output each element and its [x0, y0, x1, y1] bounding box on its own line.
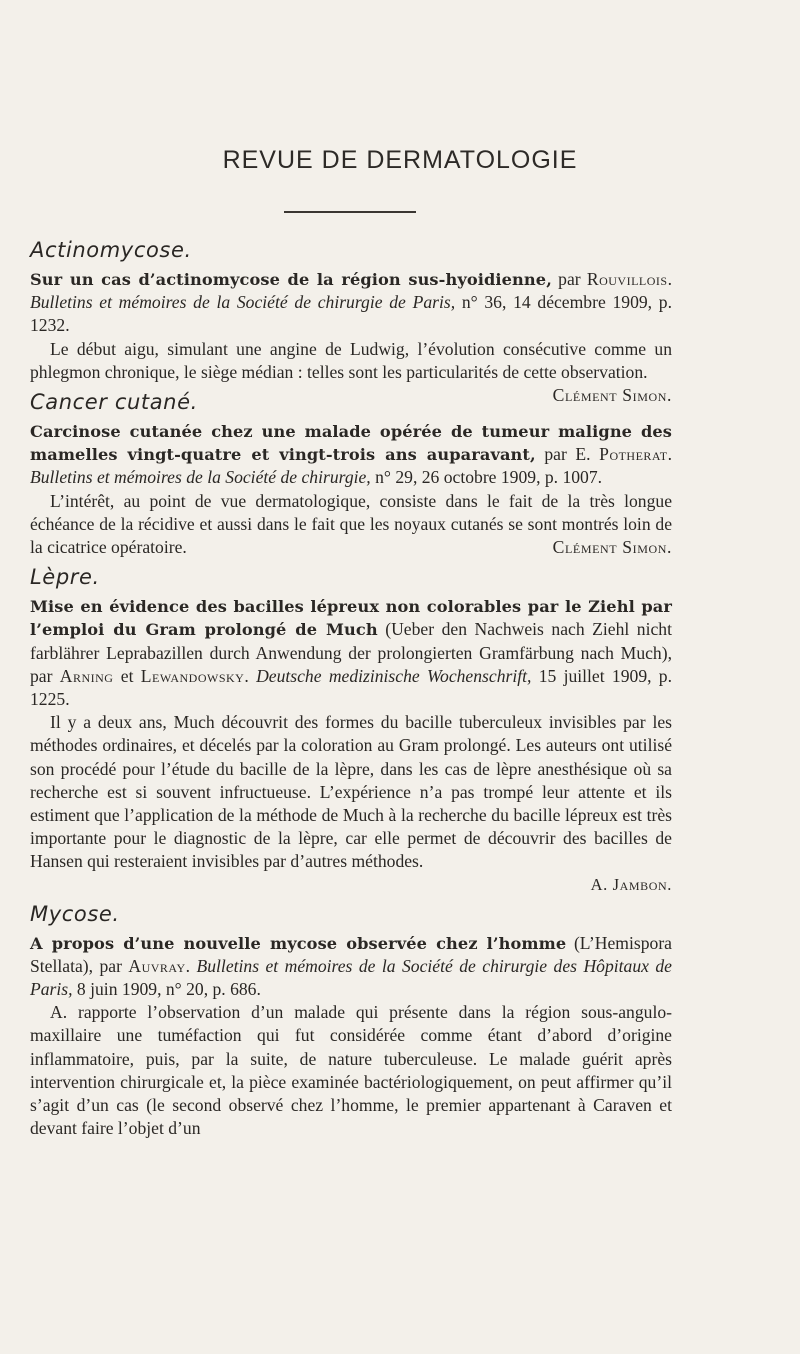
ref-details: 15 juillet 1909, p. 1225. [30, 665, 673, 710]
ref-separator: . [667, 444, 673, 465]
journal-name: Bulletins et mémoires de la Société de chirurgie de Paris, [30, 292, 456, 313]
abstract-paragraph [30, 490, 672, 560]
abstract-paragraph: Il y a deux ans, Much découvrit des formes du bacille tuberculeux invisibles par les méthodes ordinaires, et décelés par la coloration au Gram prolongé. Les auteurs ont utilisé son procédé pour l’étude du bacille de la lèpre, dans les cas de lèpre anesthésique où sa recherche est si souvent infructueuse. L’expérience n’a pas trompé leur attente et ils estiment que l’application de la méthode de Much à la recherche du bacille lépreux est très importante pour le diagnostic de la lèpre, car elle permet de découvrir des bacilles de Hansen qui resteraient invisibles par d’autres méthodes. [30, 712, 672, 872]
article-reference [30, 268, 672, 338]
section-title: Cancer cutané. [30, 390, 198, 415]
article-title: Sur un cas d’actinomycose de la région sus-hyoidienne, [30, 270, 552, 289]
original-title: (L’Hemispora Stellata), par [30, 932, 672, 976]
ref-separator: . [244, 665, 257, 686]
section-title: Actinomycose. [30, 238, 192, 262]
journal-name: Bulletins et mémoires de la Société de chirurgie des Hôpitaux de Paris, [30, 955, 672, 1000]
author: Rouvillois [586, 269, 668, 289]
original-title: (Ueber den Nachweis nach Ziehl nicht farblährer Leprabazillen durch Anwendung der prolongierten Gramfärbung nach Much), par [30, 619, 672, 686]
ref-details: n° 36, 14 décembre 1909, p. 1232. [30, 292, 672, 336]
ref-details: n° 29, 26 octobre 1909, p. 1007. [370, 467, 603, 488]
section-title: Mycose. [30, 901, 120, 926]
author-join: et [113, 665, 141, 686]
article-reference [30, 595, 672, 711]
journal-name: Bulletins et mémoires de la Société de chirurgie, [30, 467, 371, 488]
author: Potherat [599, 444, 668, 465]
signature: A. Jambon. [590, 874, 672, 894]
by-text: par [551, 269, 587, 289]
author: Arning [59, 665, 114, 686]
section-title: Lèpre. [30, 565, 100, 590]
author-2: Lewandowsky [140, 665, 245, 686]
abstract-text: L’intérêt, au point de vue dermatologique, consiste dans le fait de la très longue échéance de la récidive et aussi dans le fait que les noyaux cutanés se sont montrés loin de la cicatrice opératoire. [30, 490, 672, 558]
section-lepre [30, 563, 672, 895]
article-reference [30, 932, 672, 1002]
article-title: Mise en évidence des bacilles lépreux non colorables par le Ziehl par l’emploi du Gram prolongé de Much [30, 597, 672, 640]
article-title: A propos d’une nouvelle mycose observée chez l’homme [30, 933, 567, 953]
journal-title: REVUE DE DERMATOLOGIE [222, 146, 578, 174]
signature: Clément Simon. [552, 537, 672, 558]
ref-separator: . [667, 269, 672, 289]
abstract-text: Le début aigu, simulant une angine de Ludwig, l’évolution consécutive comme un phlegmon chronique, le siège médian : telles sont les particularités de cette observation. [30, 338, 672, 382]
article-reference [30, 420, 672, 490]
ref-separator: . [185, 955, 197, 976]
signature: Clément Simon. [552, 385, 672, 406]
page-content [30, 232, 672, 1145]
section-mycose [30, 900, 672, 1141]
by-text: par E. [535, 444, 600, 465]
section-cancer-cutane [30, 388, 672, 559]
title-rule [284, 211, 416, 213]
abstract-paragraph: A. rapporte l’observation d’un malade qui présente dans la région sous-angulo-maxillaire une tuméfaction qui fut considérée comme étant d’abord d’origine inflammatoire, puis, par la suite, de nature tuberculeuse. Le malade guérit après intervention chirurgicale et, la pièce examinée bactériologiquement, on peut affirmer qu’il s’agit d’un cas (le second observé chez l’homme, le premier appartenant à Caraven et devant faire l’objet d’un [30, 1002, 672, 1139]
article-title: Carcinose cutanée chez une malade opérée de tumeur maligne des mamelles vingt-quatre et vingt-trois ans auparavant, [30, 422, 672, 465]
author: Auvray [128, 955, 186, 976]
ref-details: 8 juin 1909, n° 20, p. 686. [72, 979, 261, 1000]
journal-name: Deutsche medizinische Wochenschrift, [256, 665, 532, 686]
